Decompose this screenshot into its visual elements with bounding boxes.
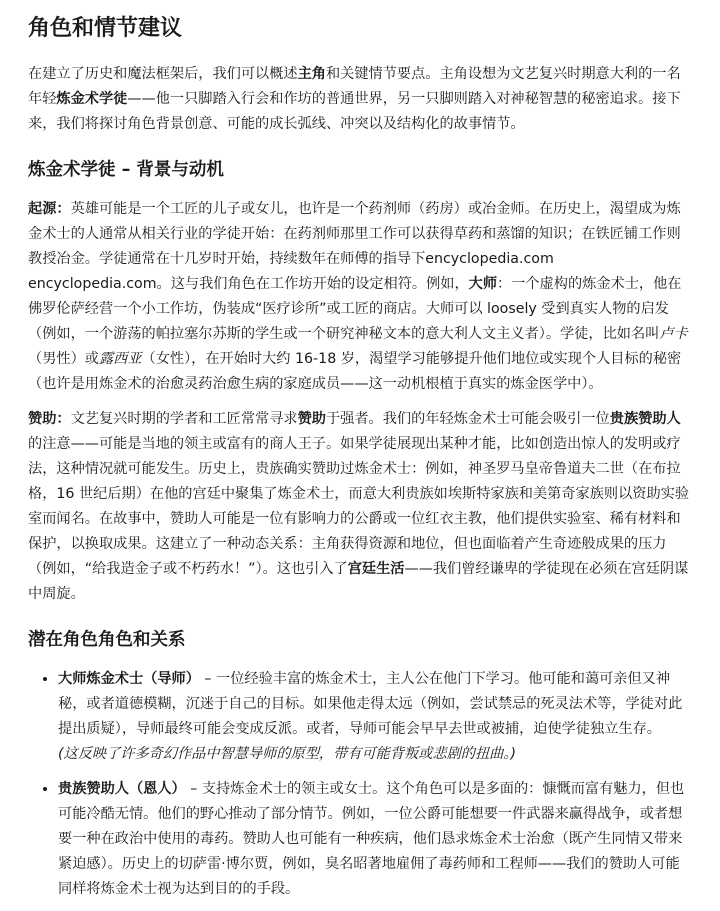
origin-paragraph	[28, 197, 692, 397]
origin-bold-master: 大师	[468, 276, 498, 292]
origin-label: 起源：	[28, 201, 71, 217]
intro-bold-apprentice: 炼金术学徒	[56, 91, 128, 107]
mentor-text: – 一位经验丰富的炼金术士，主人公在他门下学习。他可能和蔼可亲但又神秘，或者道德模糊，沉迷于自己的目标。如果他走得太远（例如，尝试禁忌的死灵法术等，学徒对此提出质疑），导师最终可能会变成反派。或者，导师可能会早早去世或被捕，迫使学徒独立生存。	[58, 671, 683, 737]
origin-name-lucia: 露西亚	[98, 351, 142, 367]
origin-text-1: 英雄可能是一个工匠的儿子或女儿，也许是一个药剂师（药房）或冶金师。在历史上，渴望成为炼金术士的人通常从相关行业的学徒开始：在药剂师那里工作可以获得草药和蒸馏的知识；在铁匠铺工作则教授冶金。学徒通常在十几岁时开始，持续数年在师傅的指导下encyclopedia.com encyclopedia.com。这与我们角色在工作坊开始的设定相符。例如，	[28, 201, 681, 292]
patronage-text-3: 的注意——可能是当地的领主或富有的商人王子。如果学徒展现出某种才能，比如创造出惊人的发明或疗法，这种情况就可能发生。历史上，贵族确实赞助过炼金术士：例如，神圣罗马皇帝鲁道夫二世（在布拉格，16 世纪后期）在他的宫廷中聚集了炼金术士，而意大利贵族如埃斯特家族和美第奇家族则以资助实验室而闻名。在故事中，赞助人可能是一位有影响力的公爵或一位红衣主教，他们提供实验室、稀有材料和保护，以换取成果。这建立了一种动态关系：主角获得资源和地位，但也面临着产生奇迹般成果的压力（例如，“给我造金子或不朽药水！”）。这也引入了	[28, 436, 690, 577]
intro-text-2: 和关键情节要点。主角设想为文艺复兴时期意大利的一名年轻	[28, 66, 681, 107]
intro-text-3: ——他一只脚踏入行会和作坊的普通世界，另一只脚则踏入对神秘智慧的秘密追求。接下来，我们将探讨角色背景创意、可能的成长弧线、冲突以及结构化的故事情节。	[28, 91, 681, 132]
patron-text: – 支持炼金术士的领主或女士。这个角色可以是多面的：慷慨而富有魅力，但也可能冷酷无情。他们的野心推动了部分情节。例如，一位公爵可能想要一件武器来赢得战争，或者想要一种在政治中使用的毒药。赞助人也可能有一种疾病，他们恳求炼金术士治愈（既产生同情又带来紧迫感）。历史上的切萨雷·博尔贾，例如，臭名昭著地雇佣了毒药师和工程师——我们的赞助人可能同样将炼金术士视为达到目的的手段。	[58, 781, 685, 897]
intro-paragraph	[28, 62, 692, 137]
patronage-label: 赞助：	[28, 411, 71, 427]
origin-text-3: （男性）或	[28, 351, 99, 367]
section-heading-background: 炼金术学徒 – 背景与动机	[28, 160, 224, 180]
origin-text-4: （女性），在开始时大约 16-18 岁，渴望学习能够提升他们地位或实现个人目标的秘密（也许是用炼金术的治愈灵药治愈生病的家庭成员——这一动机根植于真实的炼金医学中）。	[28, 351, 682, 392]
patron-title: 贵族赞助人（恩人）	[58, 781, 186, 797]
section-heading-characters: 潜在角色角色和关系	[28, 630, 186, 650]
mentor-note: (这反映了许多奇幻作品中智慧导师的原型，带有可能背叛或悲剧的扭曲。)	[58, 746, 516, 762]
patronage-text-4: ——我们曾经谦卑的学徒现在必须在宫廷阴谋中周旋。	[28, 561, 689, 602]
patronage-bold-patronage: 赞助	[297, 411, 326, 427]
patronage-text-1: 文艺复兴时期的学者和工匠常常寻求	[70, 411, 298, 427]
patronage-paragraph	[28, 407, 692, 607]
character-list	[28, 667, 692, 902]
origin-name-luca: 卢卡	[659, 326, 688, 342]
origin-text-2: ：一个虚构的炼金术士，他在佛罗伦萨经营一个小工作坊，伪装成“医疗诊所”或工匠的商店。大师可以 loosely 受到真实人物的启发（例如，一个游荡的帕拉塞尔苏斯的学生或一个研究神秘文本的意大利人文主义者）。学徒，比如名叫	[28, 276, 682, 342]
intro-text-1: 在建立了历史和魔法框架后，我们可以概述	[28, 66, 298, 82]
patronage-bold-court-life: 宫廷生活	[347, 561, 405, 577]
page-title: 角色和情节建议	[28, 16, 183, 41]
list-item-patron	[58, 777, 692, 902]
mentor-title: 大师炼金术士（导师）	[58, 671, 200, 687]
patronage-bold-noble-patron: 贵族赞助人	[609, 411, 681, 427]
list-item-mentor	[58, 667, 692, 767]
patronage-text-2: 于强者。我们的年轻炼金术士可能会吸引一位	[325, 411, 610, 427]
intro-bold-protagonist: 主角	[297, 66, 326, 82]
